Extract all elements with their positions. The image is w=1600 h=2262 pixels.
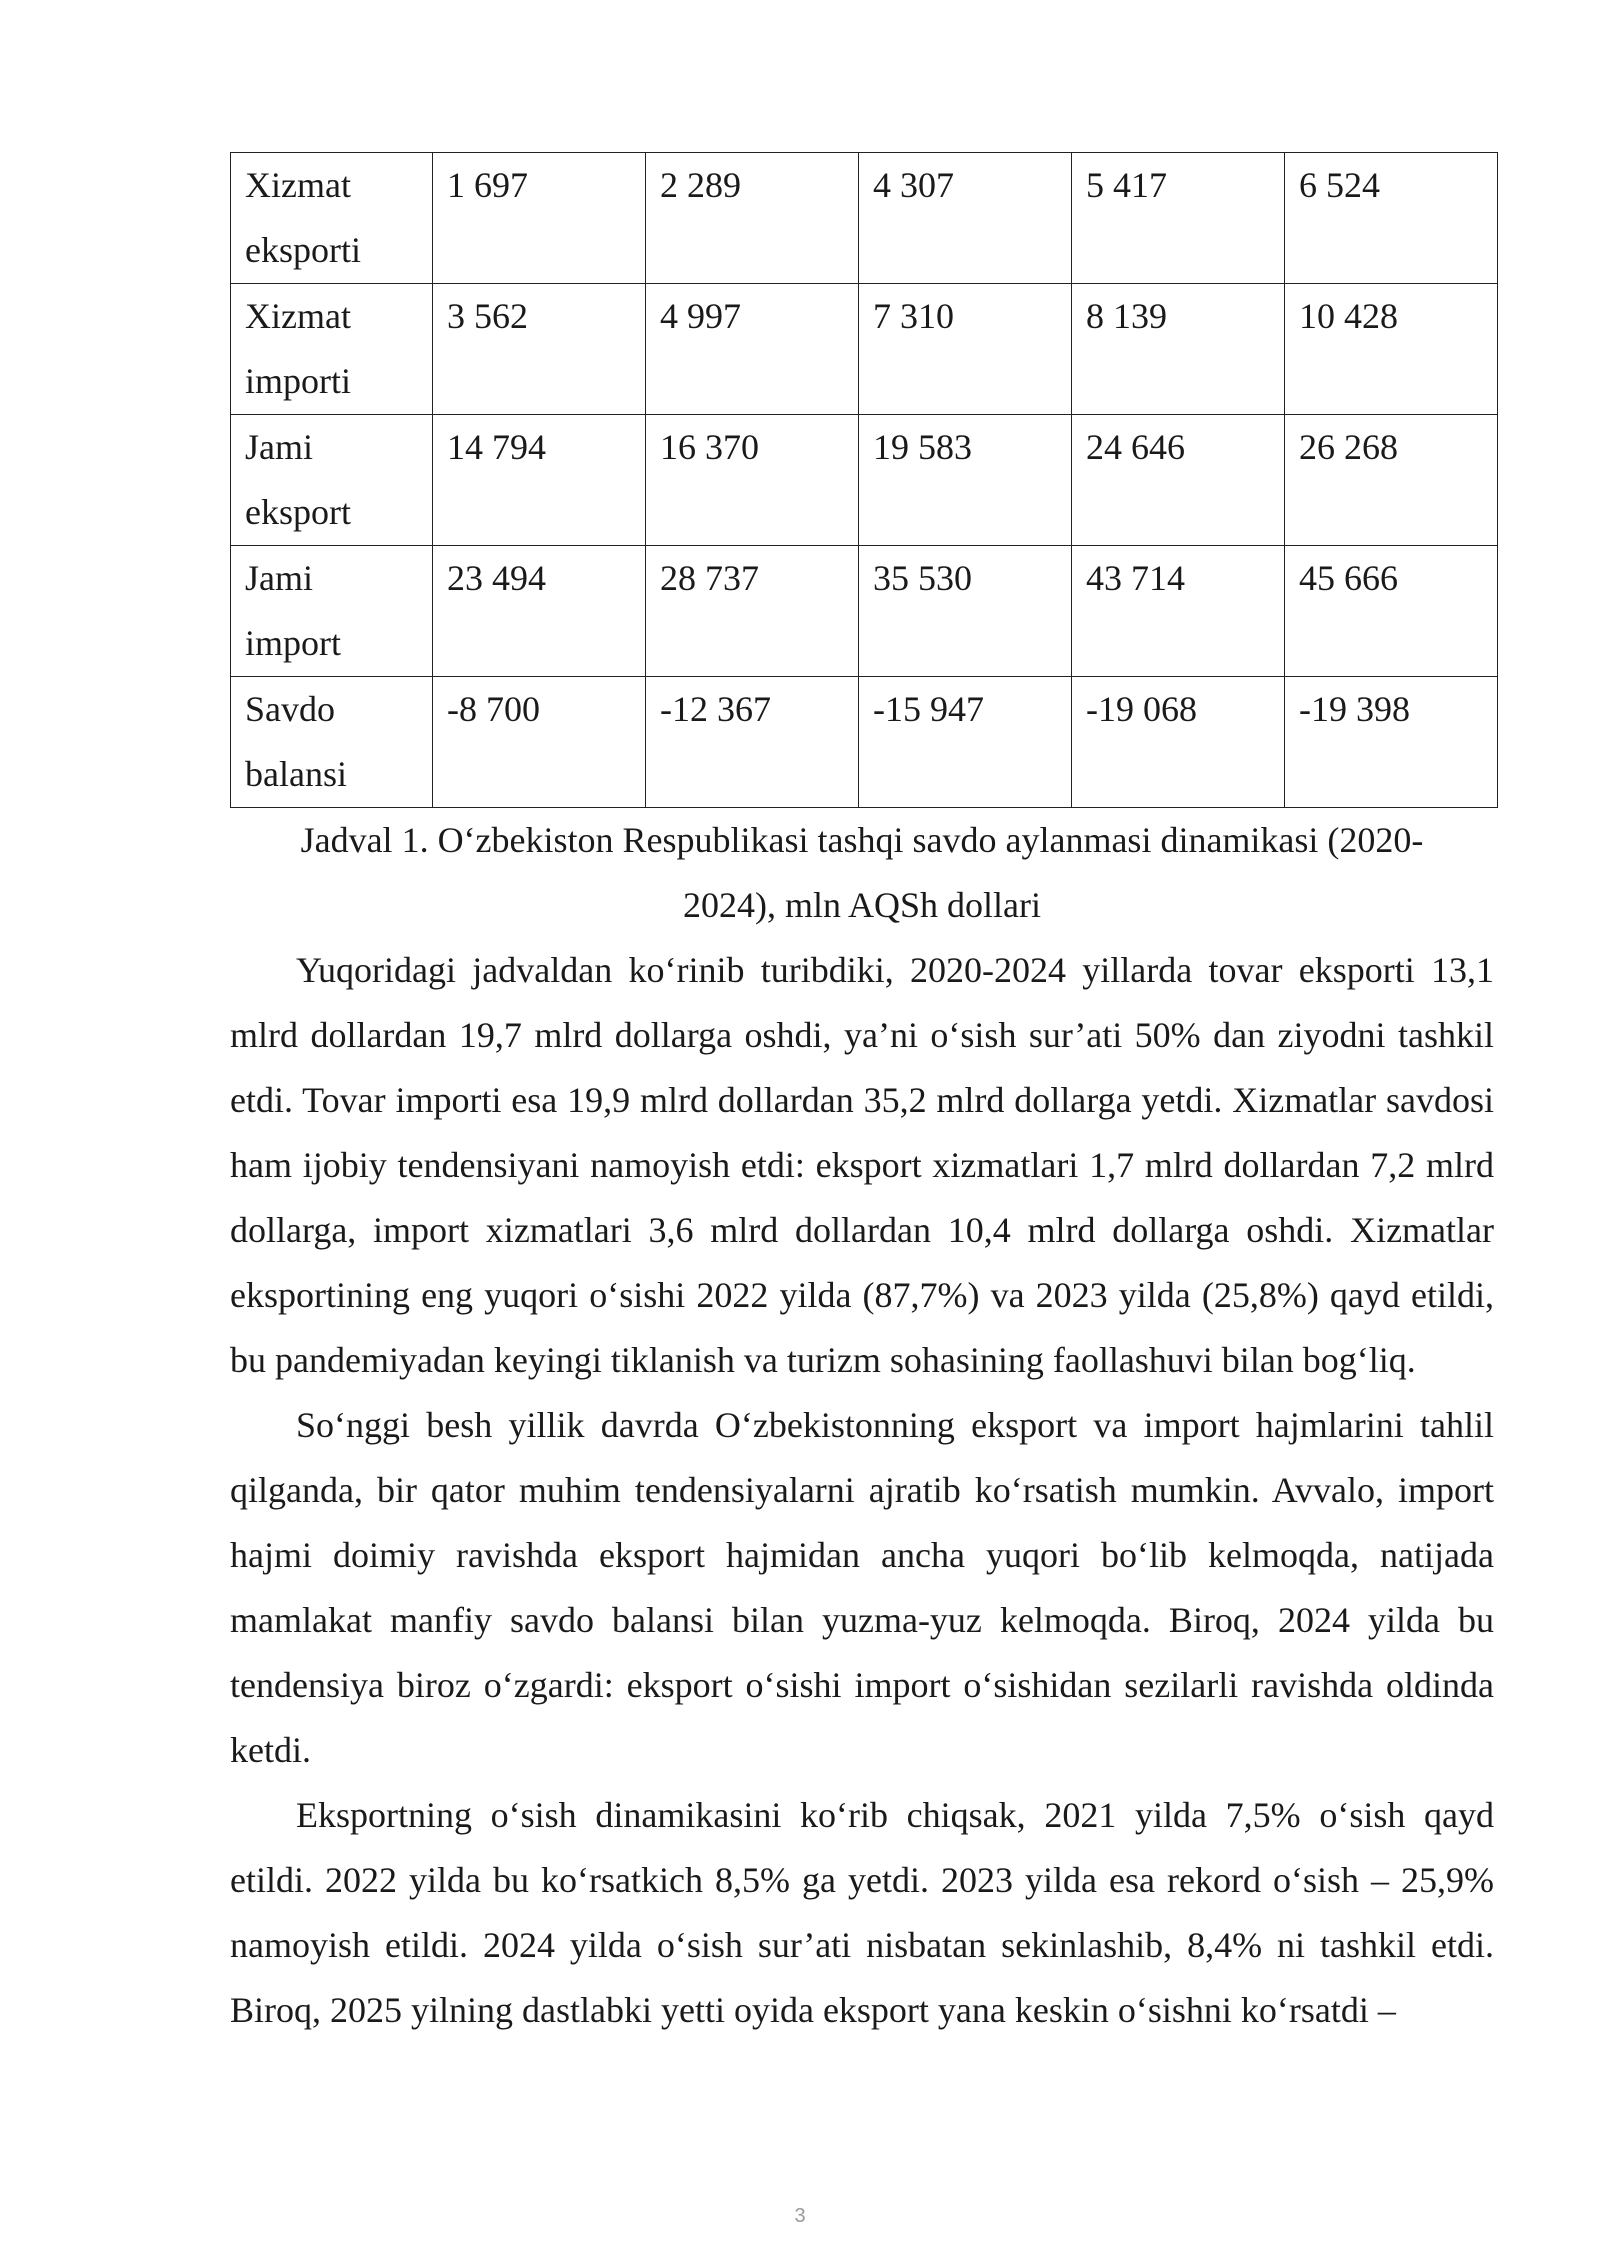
table-cell: 4 997 <box>646 284 859 415</box>
table-cell: -8 700 <box>433 677 646 808</box>
table-row <box>231 415 1498 546</box>
table-cell: 8 139 <box>1072 284 1285 415</box>
table-cell: 24 646 <box>1072 415 1285 546</box>
table-cell: 7 310 <box>859 284 1072 415</box>
row-label-line-1: Savdo <box>245 689 335 729</box>
row-label-cell <box>231 153 433 284</box>
table-cell: 19 583 <box>859 415 1072 546</box>
table-cell: 3 562 <box>433 284 646 415</box>
table-cell: -12 367 <box>646 677 859 808</box>
table-row <box>231 153 1498 284</box>
document-page <box>230 152 1494 2043</box>
table-cell: 5 417 <box>1072 153 1285 284</box>
table-cell: 26 268 <box>1285 415 1498 546</box>
trade-table <box>230 152 1498 808</box>
paragraph-3: Eksportning o‘sish dinamikasini ko‘rib chiqsak, 2021 yilda 7,5% o‘sish qayd etildi. 2022 yilda bu ko‘rsatkich 8,5% ga yetdi. 2023 yilda esa rekord o‘sish – 25,9% namoyish etildi. 2024 yilda o‘sish sur’ati nisbatan sekinlashib, 8,4% ni tashkil etdi. Biroq, 2025 yilning dastlabki yetti oyida eksport yana keskin o‘sishni ko‘rsatdi – <box>230 1795 1494 2030</box>
table-cell: 28 737 <box>646 546 859 677</box>
table-row <box>231 677 1498 808</box>
table-cell: 2 289 <box>646 153 859 284</box>
table-cell: 43 714 <box>1072 546 1285 677</box>
caption-line-2: 2024), mln AQSh dollari <box>683 885 1041 925</box>
row-label-cell <box>231 284 433 415</box>
row-label-line-1: Jami <box>245 427 313 467</box>
row-label-cell <box>231 415 433 546</box>
row-label-line-1: Xizmat <box>245 296 351 336</box>
caption-line-1: Jadval 1. O‘zbekiston Respublikasi tashqi savdo aylanmasi dinamikasi (2020- <box>300 820 1424 860</box>
paragraph-2: So‘nggi besh yillik davrda O‘zbekistonning eksport va import hajmlarini tahlil qilganda, bir qator muhim tendensiyalarni ajratib ko‘rsatish mumkin. Avvalo, import hajmi doimiy ravishda eksport hajmidan ancha yuqori bo‘lib kelmoqda, natijada mamlakat manfiy savdo balansi bilan yuzma-yuz kelmoqda. Biroq, 2024 yilda bu tendensiya biroz o‘zgardi: eksport o‘sishi import o‘sishidan sezilarli ravishda oldinda ketdi. <box>230 1405 1494 1770</box>
paragraph-1: Yuqoridagi jadvaldan ko‘rinib turibdiki, 2020-2024 yillarda tovar eksporti 13,1 mlrd dollardan 19,7 mlrd dollarga oshdi, ya’ni o‘sish sur’ati 50% dan ziyodni tashkil etdi. Tovar importi esa 19,9 mlrd dollardan 35,2 mlrd dollarga yetdi. Xizmatlar savdosi ham ijobiy tendensiyani namoyish etdi: eksport xizmatlari 1,7 mlrd dollardan 7,2 mlrd dollarga, import xizmatlari 3,6 mlrd dollardan 10,4 mlrd dollarga oshdi. Xizmatlar eksportining eng yuqori o‘sishi 2022 yilda (87,7%) va 2023 yilda (25,8%) qayd etildi, bu pandemiyadan keyingi tiklanish va turizm sohasining faollashuvi bilan bog‘liq. <box>230 950 1494 1380</box>
table-row <box>231 284 1498 415</box>
row-label-cell <box>231 546 433 677</box>
row-label-line-2: eksporti <box>245 230 361 270</box>
table-body <box>231 153 1498 808</box>
table-caption <box>230 808 1494 938</box>
table-cell: 1 697 <box>433 153 646 284</box>
table-cell: 35 530 <box>859 546 1072 677</box>
page-number: 3 <box>794 2205 806 2227</box>
row-label-line-2: balansi <box>245 754 347 794</box>
table-cell: -19 068 <box>1072 677 1285 808</box>
table-cell: 16 370 <box>646 415 859 546</box>
row-label-line-1: Jami <box>245 558 313 598</box>
table-cell: 23 494 <box>433 546 646 677</box>
row-label-line-2: importi <box>245 361 351 401</box>
row-label-line-2: eksport <box>245 492 351 532</box>
table-row <box>231 546 1498 677</box>
table-cell: 14 794 <box>433 415 646 546</box>
row-label-line-2: import <box>245 623 341 663</box>
table-cell: -15 947 <box>859 677 1072 808</box>
table-cell: 6 524 <box>1285 153 1498 284</box>
row-label-line-1: Xizmat <box>245 165 351 205</box>
table-cell: 4 307 <box>859 153 1072 284</box>
table-cell: 10 428 <box>1285 284 1498 415</box>
table-cell: 45 666 <box>1285 546 1498 677</box>
table-cell: -19 398 <box>1285 677 1498 808</box>
row-label-cell <box>231 677 433 808</box>
